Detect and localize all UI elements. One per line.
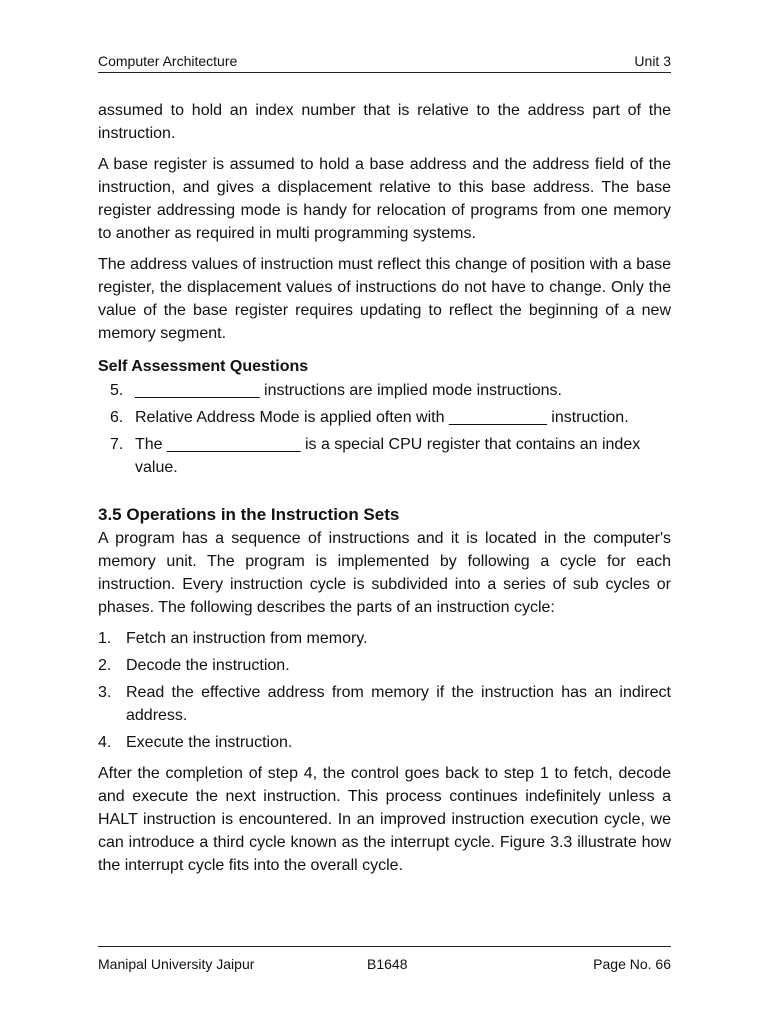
footer-page-number: Page No. 66 [593,956,671,972]
step-text: Fetch an instruction from memory. [126,630,368,647]
step-item [98,681,671,727]
self-assessment-title: Self Assessment Questions [98,358,309,375]
header-unit-label: Unit 3 [634,53,671,69]
step-number: 1. [98,630,112,647]
self-assessment-list [98,379,671,479]
header-course-title: Computer Architecture [98,53,238,69]
step-item [98,731,671,754]
step-number: 4. [98,734,112,751]
question-text: Relative Address Mode is applied often with ___________ instruction. [135,409,629,426]
section-closing-paragraph: After the completion of step 4, the control goes back to step 1 to fetch, decode and execute the next instruction. This process continues indefinitely unless a HALT instruction is encountered. In an improved instruction execution cycle, we can introduce a third cycle known as the interrupt cycle. Figure 3.3 illustrate how the interrupt cycle fits into the overall cycle. [98,765,671,874]
step-text: Execute the instruction. [126,734,293,751]
footer-university: Manipal University Jaipur [98,956,255,972]
step-item [98,654,671,677]
paragraph-address-values: The address values of instruction must reflect this change of position with a base register, the displacement values of instructions do not have to change. Only the value of the base register requires updating to reflect the beginning of a new memory segment. [98,256,671,342]
step-text: Decode the instruction. [126,657,290,674]
paragraph-index-register: assumed to hold an index number that is relative to the address part of the instruction. [98,102,671,142]
question-item [98,433,671,479]
instruction-cycle-steps [98,627,671,754]
question-text: ______________ instructions are implied mode instructions. [135,382,562,399]
question-number: 6. [110,409,124,426]
section-intro-paragraph: A program has a sequence of instructions and it is located in the computer's memory unit. The program is implemented by following a cycle for each instruction. Every instruction cycle is subdivided into a series of sub cycles or phases. The following describes the parts of an instruction cycle: [98,530,671,616]
footer-course-code: B1648 [367,956,408,972]
step-item [98,627,671,650]
paragraph-base-register: A base register is assumed to hold a base address and the address field of the instruction, and gives a displacement relative to this base address. The base register addressing mode is handy for relocation of programs from one memory to another as required in multi programming systems. [98,156,671,242]
step-text: Read the effective address from memory if the instruction has an indirect address. [126,684,671,724]
page-header [98,52,671,73]
page-content [98,99,671,885]
question-number: 5. [110,382,124,399]
section-heading: 3.5 Operations in the Instruction Sets [98,505,400,524]
question-item [98,406,671,429]
question-text: The _______________ is a special CPU register that contains an index value. [135,436,641,476]
step-number: 3. [98,684,112,701]
page-footer [98,946,671,975]
question-item [98,379,671,402]
question-number: 7. [110,436,124,453]
step-number: 2. [98,657,112,674]
